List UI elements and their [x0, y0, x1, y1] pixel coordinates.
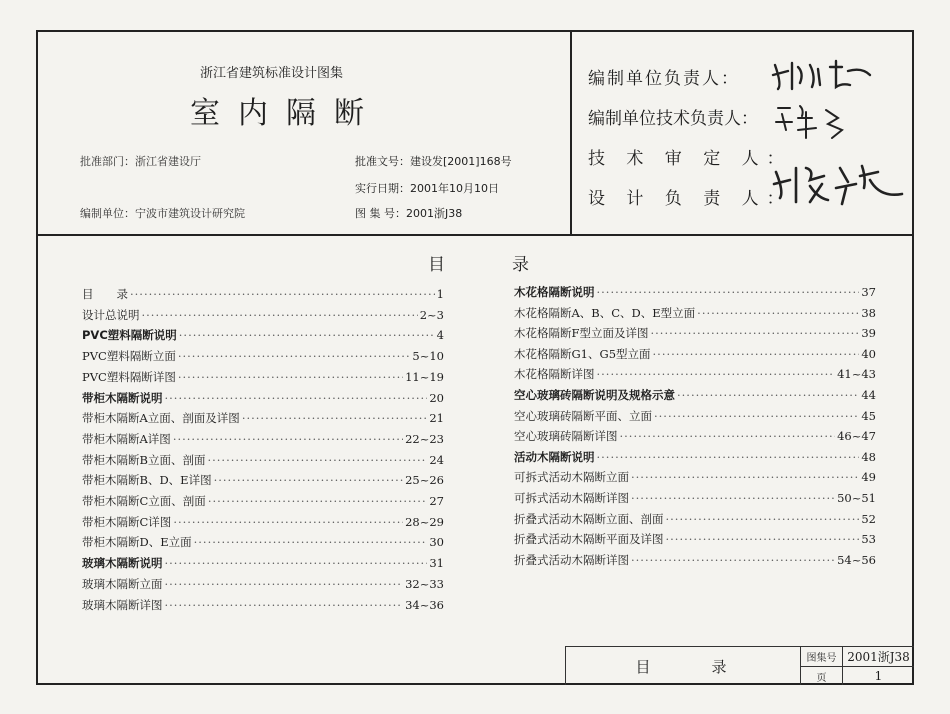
- toc-entry: [514, 490, 876, 508]
- role-reviewer: 技 术 审 定 人：: [588, 149, 792, 169]
- toc-entry-label: 折叠式活动木隔断立面、剖面: [514, 511, 664, 526]
- toc-entry: [514, 511, 876, 529]
- toc-entry-page: 44: [861, 388, 876, 402]
- toc-leader-dots: [697, 306, 859, 320]
- toc-entry: [514, 531, 876, 549]
- toc-entry: [514, 387, 876, 405]
- toc-entry: [514, 428, 876, 446]
- approval-dept: 批准部门：浙江省建设厅: [80, 155, 201, 168]
- toc-entry: [82, 493, 444, 511]
- toc-leader-dots: [653, 347, 860, 361]
- toc-entry-page: 41~43: [837, 367, 876, 382]
- toc-entry-label: PVC塑料隔断立面: [82, 349, 176, 364]
- toc-entry: [82, 514, 444, 532]
- toc-entry-label: 木花格隔断F型立面及详图: [514, 326, 649, 341]
- toc-leader-dots: [179, 328, 435, 342]
- toc-leader-dots: [194, 535, 428, 549]
- toc-leader-dots: [207, 453, 427, 467]
- toc-leader-dots: [165, 598, 404, 612]
- toc-leader-dots: [178, 370, 403, 384]
- toc-leader-dots: [677, 388, 859, 402]
- toc-entry-label: 木花格隔断G1、G5型立面: [514, 346, 651, 361]
- toc-entry-page: 48: [861, 449, 876, 464]
- toc-leader-dots: [142, 308, 418, 322]
- toc-entry-label: 可拆式活动木隔断详图: [514, 491, 629, 505]
- toc-entry-page: 40: [861, 346, 876, 361]
- toc-entry-label: 带柜木隔断A详图: [82, 431, 171, 446]
- effective-date: 实行日期：2001年10月10日: [355, 182, 499, 195]
- toc-entry: [82, 431, 444, 449]
- toc-entry-page: 49: [861, 470, 876, 485]
- toc-entry: [514, 469, 876, 487]
- toc-entry-page: 46~47: [837, 429, 876, 444]
- toc-leader-dots: [214, 473, 404, 487]
- toc-leader-dots: [650, 326, 859, 340]
- role-compile-head: 编制单位负责人：: [588, 69, 740, 89]
- toc-entry: [82, 390, 444, 408]
- toc-entry-page: 52: [861, 511, 876, 526]
- toc-entry-label: 可拆式活动木隔断立面: [514, 470, 629, 485]
- toc-entry-label: 带柜木隔断C详图: [82, 514, 172, 529]
- toc-entry-label: 木花格隔断详图: [514, 367, 595, 382]
- toc-entry-page: 32~33: [405, 576, 444, 591]
- toc-entry-label: PVC塑料隔断详图: [82, 369, 176, 384]
- toc-entry-label: 带柜木隔断B、D、E详图: [82, 473, 212, 488]
- toc-leader-dots: [173, 432, 403, 446]
- toc-entry: [82, 597, 444, 615]
- toc-entry-label: 空心玻璃砖隔断平面、立面: [514, 408, 652, 423]
- toc-entry: [82, 555, 444, 573]
- toc-entry-page: 20: [429, 390, 444, 405]
- toc-leader-dots: [173, 515, 403, 529]
- signature-2: [772, 100, 862, 142]
- role-design-head: 设 计 负 责 人：: [588, 189, 792, 209]
- toc-entry-label: 折叠式活动木隔断平面及详图: [514, 532, 664, 547]
- toc-entry: [82, 327, 444, 345]
- toc-entry: [514, 284, 876, 302]
- toc-entry: [82, 576, 444, 594]
- toc-entry-page: 21: [429, 411, 444, 426]
- toc-entry-page: 31: [429, 556, 444, 571]
- toc-entry-label: 带柜木隔断说明: [82, 390, 163, 405]
- toc-entry-label: 设计总说明: [82, 307, 140, 322]
- toc-leader-dots: [666, 532, 860, 546]
- toc-entry-page: 24: [429, 452, 444, 467]
- toc-entry: [82, 410, 444, 428]
- toc-entry-page: 1: [436, 287, 444, 301]
- toc-entry-page: 2~3: [419, 307, 444, 322]
- toc-entry: [514, 552, 876, 570]
- toc-entry: [82, 452, 444, 470]
- toc-entry: [514, 305, 876, 323]
- toc-entry: [82, 348, 444, 366]
- role-tech-head: 编制单位技术负责人：: [588, 109, 758, 129]
- toc-entry: [82, 472, 444, 490]
- toc-entry: [514, 346, 876, 364]
- toc-entry-page: 22~23: [405, 431, 444, 446]
- toc-entry-page: 11~19: [405, 369, 444, 384]
- toc-entry-label: 玻璃木隔断立面: [82, 576, 163, 591]
- toc-entry-page: 5~10: [412, 349, 444, 364]
- toc-entry-label: 带柜木隔断C立面、剖面: [82, 494, 206, 508]
- atlas-number: 图 集 号：2001浙J38: [355, 207, 463, 220]
- toc-entry-label: 带柜木隔断A立面、剖面及详图: [82, 411, 240, 426]
- toc-leader-dots: [242, 411, 428, 425]
- header-divider: [36, 234, 914, 236]
- toc-entry: [514, 408, 876, 426]
- toc-entry-label: 玻璃木隔断详图: [82, 597, 163, 612]
- toc-leader-dots: [631, 470, 859, 484]
- collection-name: 浙江省建筑标准设计图集: [200, 66, 344, 81]
- toc-entry-page: 27: [429, 494, 444, 508]
- toc-entry-page: 28~29: [405, 514, 444, 529]
- toc-leader-dots: [597, 450, 860, 464]
- toc-entry-page: 54~56: [837, 552, 876, 567]
- toc-leader-dots: [666, 512, 860, 526]
- toc-entry: [514, 325, 876, 343]
- toc-entry-label: 木花格隔断说明: [514, 285, 595, 299]
- toc-leader-dots: [165, 577, 404, 591]
- toc-leader-dots: [597, 285, 860, 299]
- toc-entry-page: 50~51: [837, 491, 876, 505]
- titleblock-name: 目 录: [635, 657, 731, 676]
- header-column-divider: [570, 30, 572, 235]
- toc-entry-page: 4: [436, 328, 444, 343]
- toc-leader-dots: [631, 491, 835, 505]
- toc-entry: [514, 449, 876, 467]
- toc-leader-dots: [631, 553, 835, 567]
- toc-leader-dots: [654, 409, 859, 423]
- signature-1: [770, 55, 880, 95]
- toc-leader-dots: [165, 556, 428, 570]
- toc-leader-dots: [130, 287, 435, 301]
- compile-unit: 编制单位：宁波市建筑设计研究院: [80, 207, 245, 220]
- titleblock-page-value: 1: [874, 669, 883, 683]
- toc-entry: [82, 534, 444, 552]
- toc-entry-page: 53: [861, 532, 876, 547]
- titleblock-atlas-value: 2001浙J38: [847, 650, 910, 664]
- toc-entry-page: 34~36: [405, 597, 444, 612]
- toc-leader-dots: [597, 367, 836, 381]
- toc-entry-label: 活动木隔断说明: [514, 449, 595, 464]
- toc-entry: [514, 366, 876, 384]
- toc-entry-label: 玻璃木隔断说明: [82, 556, 163, 571]
- toc-entry-label: 带柜木隔断D、E立面: [82, 535, 192, 550]
- toc-leader-dots: [620, 429, 836, 443]
- toc-entry: [82, 369, 444, 387]
- toc-entry: [82, 307, 444, 325]
- toc-entry-page: 30: [429, 535, 444, 550]
- toc-entry-label: 空心玻璃砖隔断详图: [514, 429, 618, 444]
- titleblock-atlas-label: 图集号: [806, 653, 837, 664]
- toc-entry-page: 37: [861, 285, 876, 299]
- toc-heading: 目 录: [428, 255, 533, 275]
- toc-entry-label: 目 录: [82, 287, 128, 301]
- toc-entry-label: 折叠式活动木隔断详图: [514, 552, 629, 567]
- toc-entry-page: 25~26: [405, 473, 444, 488]
- page-title: 室内隔断: [190, 96, 382, 131]
- toc-entry-page: 38: [861, 305, 876, 320]
- toc-entry-label: 空心玻璃砖隔断说明及规格示意: [514, 388, 675, 402]
- toc-entry-page: 45: [861, 408, 876, 423]
- signature-3: [770, 158, 910, 210]
- toc-entry-label: PVC塑料隔断说明: [82, 328, 177, 343]
- toc-leader-dots: [178, 349, 411, 363]
- toc-entry: [82, 286, 444, 304]
- toc-entry-label: 木花格隔断A、B、C、D、E型立面: [514, 305, 696, 320]
- titleblock-page-label: 页: [816, 672, 827, 684]
- toc-leader-dots: [165, 391, 428, 405]
- toc-entry-page: 39: [861, 326, 876, 341]
- approval-doc: 批准文号：建设发[2001]168号: [355, 155, 512, 168]
- toc-entry-label: 带柜木隔断B立面、剖面: [82, 452, 206, 467]
- toc-leader-dots: [208, 494, 428, 508]
